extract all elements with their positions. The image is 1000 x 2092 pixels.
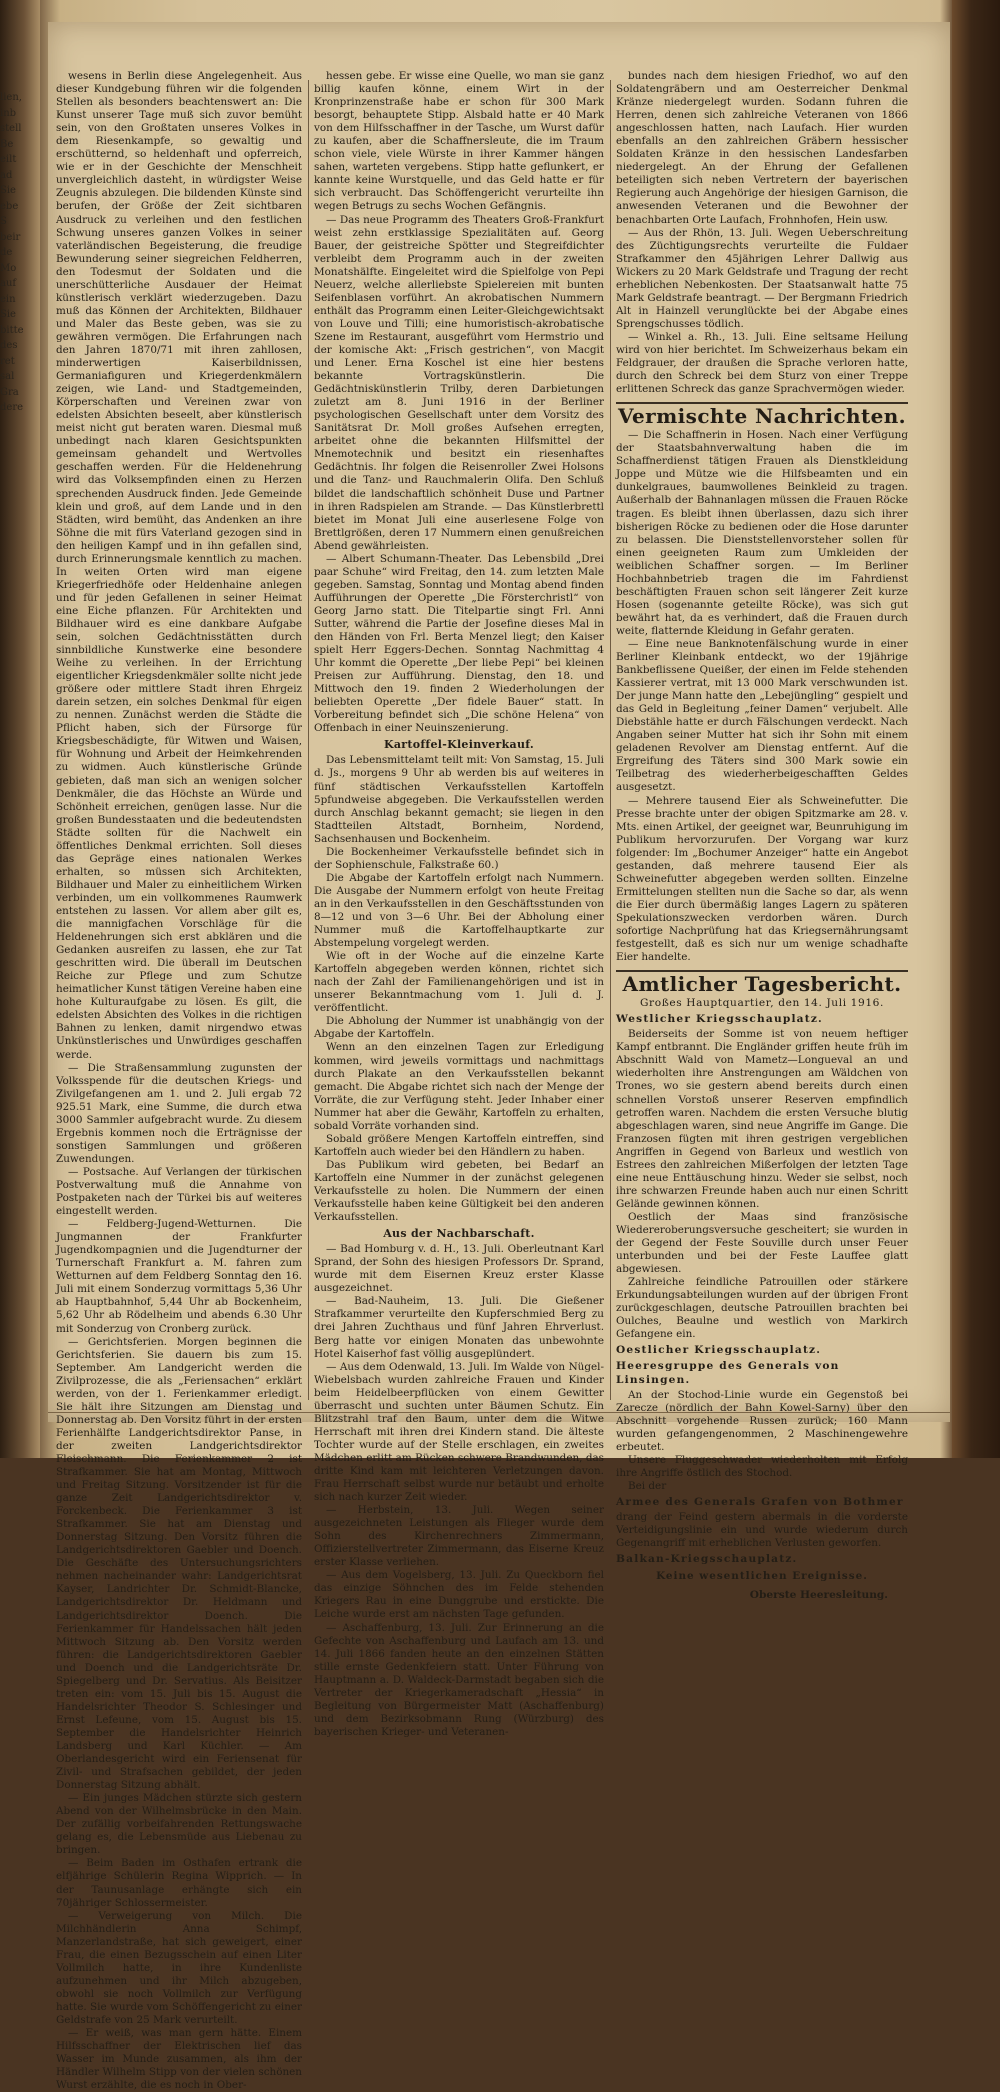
article-paragraph: — Das neue Programm des Theaters Groß-Frankfurt weist zehn erstklassige Spezialitäten auf. Georg Bauer, der geistreiche Spötter und Stegreifdichter verbleibt dem Programm auch in der zweiten Monatshälfte. Eingeleitet wird die Spielfolge von Pepi Neuerz, welche allerliebste Spielereien mit bunten Seifenblasen vorführt. An akrobatischen Nummern enthält das Programm einen Leiter-Gleichgewichtsakt von Louve und Tilli; eine humoristisch-akrobatische Szene im Restaurant, ausgeführt vom Hermstrio und der komische Akt: „Frisch gestrichen“, von Macgit und Lener. Erna Koschel ist eine hier bestens bekannte Vortragskünstlerin. Die Gedächtniskünstlerin Trilby, deren Darbietungen zuletzt am 8. Juni 1916 in der Berliner psychologischen Gesellschaft unter dem Vorsitz des Sanitätsrat Dr. Moll großes Aufsehen erregten, arbeitet ohne die bekannten Hilfsmittel der Mnemotechnik und besitzt ein riesenhaftes Gedächtnis. Ihr folgen die Reisenroller Zwei Holsons und die Tanz- und Rauchmalerin Olifa. Den Schluß bildet die landschaftlich schönheit Duse und Partner in ihren Radspielen am Strande. — Das Künstlerbrettl bietet im Monat Juli eine auserlesene Folge von Brettlgrößen, deren 17 Nummern einen genußreichen Abend gewährleisten. xyxy=(314,213,604,552)
column-rule xyxy=(308,80,309,1400)
fragment-line: Sie xyxy=(0,185,16,196)
article-paragraph: wesens in Berlin diese Angelegenheit. Aus dieser Kundgebung führen wir die folgenden Stellen als besonders beachtenswert an: Die Kunst unserer Tage muß sich zuvor bemüht sein, von den Großtaten unseres Volkes in dem Riesenkampfe, so gewaltig und erschütternd, so heldenhaft und opferreich, wie er in der Geschichte der Menschheit unvergleichlich dasteht, in würdigster Weise Zeugnis abzulegen. Die bildenden Künste sind berufen, der Größe der Zeit sichtbaren Ausdruck zu verleihen und den festlichen Schwung unseres ganzen Volkes in seiner vaterländischen Begeisterung, die freudige Bewunderung seiner siegreichen Feldherren, den Todesmut der Soldaten und die unerschütterliche Ausdauer der Heimat künstlerisch verklärt wiederzugeben. Dazu muß das Können der Architekten, Bildhauer und Maler das Beste geben, was sie zu gewähren vermögen. Die Erfahrungen nach den Jahren 1870/71 mit ihren zahllosen, minderwertigen Kaiserbildnissen, Germaniafiguren und Kriegerdenkmälern zeigen, wie Land- und Stadtgemeinden, Körperschaften und Vereinen zwar von edelsten Absichten beseelt, aber künstlerisch meist nicht gut beraten waren. Diesmal muß unbedingt nach klaren Gesichtspunkten gemeinsam gehandelt und Wertvolles geschaffen werden. Für die Heldenehrung wird das Volksempfinden einen zu Herzen sprechenden Ausdruck finden. Jede Gemeinde klein und groß, auf dem Lande und in den Städten, wird bemüht, das Andenken an ihre Söhne die mit fürs Vaterland gezogen sind in den heiligen Kampf und in ihn gefallen sind, durch Erinnerungsmale kenntlich zu machen. In weiten Orten wird man eigene Kriegerfriedhöfe oder Heldenhaine anlegen und für jeden Gefallenen in seiner Heimat eine Eiche pflanzen. Für Architekten und Bildhauer wird es eine dankbare Aufgabe sein, solchen Gedächtnisstätten durch sinnbildliche Kunstwerke eine besondere Weihe zu verleihen. In der Errichtung eigentlicher Kriegsdenkmäler sollte nicht jede größere oder mittlere Stadt ihren Ehrgeiz darein setzen, ein solches Denkmal für eigen zu nennen. Zunächst werden die Städte die Pflicht haben, sich der Fürsorge für Kriegsbeschädigte, für Witwen und Waisen, für Wohnung und Arbeit der Heimkehrenden zu widmen. Auch künstlerische Gründe gebieten, daß man sich an wenigen solcher Denkmäler, die das Höchste an Würde und Schönheit erreichen, genügen lasse. Nur die großen Bundesstaaten und die bedeutendsten Städte sollten für die Nachwelt ein öffentliches Denkmal errichten. Soll dieses das Gepräge eines nationalen Werkes erhalten, so müssen sich Architekten, Bildhauer und Maler zu einheitlichem Wirken verbinden, um ein vollkommenes Raumwerk entstehen zu lassen. Vor allem aber gilt es, die mannigfachen Vorschläge für die Heldenehrungen sich erst abklären und die Gedanken ausreifen zu lassen, ehe zur Tat geschritten wird. Die überall im Deutschen Reiche zur Pflege und zum Schutze heimatlicher Kunst tätigen Vereine haben eine hohe Kulturaufgabe zu lösen. Es gilt, die edelsten Absichten des Volkes in die richtigen Bahnen zu lenken, damit nirgendwo etwas Unkünstlerisches und Unwürdiges geschaffen werde. xyxy=(56,70,302,1061)
article-paragraph: — Beim Baden im Osthafen ertrank die elfjährige Schülerin Regina Wipprich. — In der Taunusanlage erhängte sich ein 70jähriger Schlossermeister. xyxy=(56,1857,302,1909)
article-paragraph: — Eine neue Banknotenfälschung wurde in einer Berliner Kleinbank entdeckt, wo der 19jährige Bankbeflissene Queißer, der einen im Felde stehenden Kassierer vertrat, mit 13 000 Mark verschwunden ist. Der junge Mann hatte den „Lebejüngling“ gespielt und das Geld in Begleitung „feiner Damen“ verjubelt. Alle Diebstähle hatte er durch Fälschungen verdeckt. Nach Angaben seiner Mutter hat sich ihr Sohn mit einem geladenen Revolver am Dienstag entfernt. Auf die Ergreifung des Täters sind 300 Mark sowie ein Teilbetrag des wiederherbeigeschafften Geldes ausgesetzt. xyxy=(616,637,908,794)
section-heading-tagesbericht: Amtlicher Tagesbericht. xyxy=(616,970,908,991)
article-paragraph: Die Abgabe der Kartoffeln erfolgt nach Nummern. Die Ausgabe der Nummern erfolgt von heute Freitag an in den Verkaufsstellen in den Geschäftsstunden von 8—12 und von 3—6 Uhr. Bei der Abholung einer Nummer muß die Kartoffelhauptkarte zur Abstempelung vorgelegt werden. xyxy=(314,871,604,950)
article-paragraph: bundes nach dem hiesigen Friedhof, wo auf den Soldatengräbern und am Oesterreicher Denkmal Kränze niedergelegt wurden. Sodann fuhren die Herren, denen sich zahlreiche Veteranen von 1866 angeschlossen hatten, nach Laufach. Hier wurden ebenfalls an den zahlreichen Gräbern hessischer Soldaten Kränze in den hessischen Landesfarben niedergelegt. An der Ehrung der Gefallenen beteiligten sich neben Vertretern der bayerischen Regierung auch Angehörige der hiesigen Garnison, die anwesenden Veteranen und die Bewohner der benachbarten Orte Laufach, Frohnhofen, Hein usw. xyxy=(616,70,908,226)
section-heading-nachbarschaft: Aus der Nachbarschaft. xyxy=(383,1227,535,1241)
article-paragraph: Oestlich der Maas sind französische Wiedereroberungsversuche gescheitert; sie wurden in der Gegend der Feste Souville durch unser Feuer unterbunden und bei der Feste Lauffee glatt abgewiesen. xyxy=(616,1210,908,1276)
bothmer-report: drang der Feind gestern abermals in die vorderste Verteidigungslinie ein und wurde wiederum durch Gegenangriff mit erheblichen Verlusten geworfen. xyxy=(616,1510,908,1550)
fragment-line: sal xyxy=(0,371,15,382)
nachbarschaft-articles xyxy=(314,1243,604,1739)
fragment-line: Sie xyxy=(0,309,16,320)
article-paragraph: — Aus dem Vogelsberg, 13. Juli. Zu Queckborn fiel das einzige Söhnchen des im Felde stehenden Kriegers Rau in eine Dunggrube und erstickte. Die Leiche wurde erst am nächsten Tage gefunden. xyxy=(314,1569,604,1621)
dateline: Großes Hauptquartier, den 14. Juli 1916. xyxy=(639,997,884,1010)
article-paragraph: — Verweigerung von Milch. Die Milchhändlerin Anna Schimpf, Manzerlandstraße, hat sich geweigert, einer Frau, die einen Bezugsschein auf einen Liter Vollmilch hatte, in ihre Kundenliste aufzunehmen und ihr Milch abzugeben, obwohl sie noch Vollmilch zur Verfügung hatte. Sie wurde vom Schöffengericht zu einer Geldstrafe von 25 Mark verurteilt. xyxy=(56,1909,302,2026)
fragment-line: ad xyxy=(0,169,13,181)
article-paragraph: Unsere Fluggeschwader wiederholten mit Erfolg ihre Angriffe östlich des Stochod. xyxy=(616,1453,908,1479)
column-rule xyxy=(610,80,611,1400)
article-paragraph: Zahlreiche feindliche Patrouillen oder stärkere Erkundungsabteilungen wurden auf der übrigen Front zurückgeschlagen, deutsche Patrouillen brachten bei Oulches, Beaulne und westlich von Markirch Gefangene ein. xyxy=(616,1276,908,1341)
subheading-bothmer: Armee des Generals Grafen von Bothmer xyxy=(616,1495,904,1508)
article-paragraph: Wie oft in der Woche auf die einzelne Karte Kartoffeln abgegeben werden können, richtet sich nach der Zahl der Familienangehörigen und ist in unserer Bekanntmachung vom 1. Juli d. J. veröffentlicht. xyxy=(314,950,604,1015)
article-paragraph: — Albert Schumann-Theater. Das Lebensbild „Drei paar Schuhe“ wird Freitag, den 14. zum letzten Male gegeben. Samstag, Sonntag und Montag abend finden Aufführungen der Operette „Die Försterchristl“ von Georg Jarno statt. Die Titelpartie singt Frl. Anni Sutter, während die Partie der Josefine dieses Mal in den Händen von Frl. Berta Menzel liegt; den Kaiser spielt Herr Eggers-Dechen. Sonntag Nachmittag 4 Uhr kommt die Operette „Der liebe Pepi“ bei kleinen Preisen zur Aufführung. Dienstag, den 18. und Mittwoch den 19. finden 2 Wiederholungen der beliebten Operette „Der fidele Bauer“ statt. In Vorbereitung befindet sich „Die schöne Helena“ von Offenbach in einer Neuinszenierung. xyxy=(314,552,604,735)
subheading-west: Westlicher Kriegsschauplatz. xyxy=(616,1013,823,1026)
fragment-line: inb xyxy=(0,107,17,119)
fragment-line: dere xyxy=(0,402,24,413)
fragment-line: ret xyxy=(0,355,15,367)
fragment-line: bitte xyxy=(0,324,24,336)
article-paragraph: hessen gebe. Er wisse eine Quelle, wo man sie ganz billig kaufen könne, einem Wirt in der Kronprinzenstraße habe er schon für 300 Mark besorgt, behauptete Stipp. Alsbald hatte er 40 Mark von dem Hilfsschaffner in der Tasche, um Wurst dafür zu kaufen, aber die Schaffnersleute, die im Traum schon viele, viele Würste in ihrer Kammer hängen sahen, warteten vergebens. Stipp hatte geflunkert, er kannte keine Wurstquelle, und das Geld hatte er für sich verbraucht. Das Schöffengericht verurteilte ihn wegen Betrugs zu sechs Wochen Gefängnis. xyxy=(314,70,604,213)
subheading-balkan: Balkan-Kriegsschauplatz. xyxy=(616,1553,798,1566)
fragment-line: S xyxy=(0,216,7,227)
book-cover-edge xyxy=(952,0,1000,1458)
column-3-articles xyxy=(616,70,908,396)
subheading-linsingen: Heeresgruppe des Generals von Linsingen. xyxy=(616,1360,840,1386)
column-1 xyxy=(56,70,302,2092)
fragment-line: des xyxy=(0,340,18,351)
column-2-articles xyxy=(314,70,604,735)
article-paragraph: — Die Straßensammlung zugunsten der Volksspende für die deutschen Kriegs- und Zivilgefangenen am 1. und 2. Juli ergab 72 925.51 Mark, eine Summe, die durch etwa 3000 Sammler aufgebracht wurde. Zu diesem Ergebnis kommen noch die Erträgnisse der sonstigen Sammlungen und größeren Zuwendungen. xyxy=(56,1061,302,1165)
fragment-line: Be xyxy=(0,138,14,150)
section-heading-kartoffel: Kartoffel-Kleinverkauf. xyxy=(383,738,535,752)
article-paragraph: — Aus der Rhön, 13. Juli. Wegen Ueberschreitung des Züchtigungsrechts verurteilte die Fuldaer Strafkammer den 45jährigen Lehrer Dallwig aus Wickers zu 20 Mark Geldstrafe und Tragung der recht erheblichen Nebenkosten. Der Staatsanwalt hatte 75 Mark Geldstrafe beantragt. — Der Bergmann Friedrich Alt in Hainzell verunglückte bei der Abgabe eines Sprengschusses tödlich. xyxy=(616,226,908,330)
article-paragraph: Das Lebensmittelamt teilt mit: Von Samstag, 15. Juli d. Js., morgens 9 Uhr ab werden bis auf weiteres in fünf städtischen Verkaufsstellen Kartoffeln 5pfundweise abgegeben. Die Verkaufsstellen werden durch Anschlag bekannt gemacht; sie liegen in den Stadtteilen Altstadt, Bornheim, Nordend, Sachsenhausen und Bockenheim. xyxy=(314,754,604,845)
article-paragraph: — Feldberg-Jugend-Wetturnen. Die Jungmannen der Frankfurter Jugendkompagnien und die Jugendturner der Turnerschaft Frankfurt a. M. fahren zum Wetturnen auf dem Feldberg Sonntag den 16. Juli mit einem Sonderzug vormittags 5,36 Uhr ab Hauptbahnhof, 5,44 Uhr ab Bockenheim, 5,62 Uhr ab Rödelheim und abends 6.30 Uhr mit Sonderzug von Cronberg zurück. xyxy=(56,1218,302,1335)
article-paragraph: — Die Schaffnerin in Hosen. Nach einer Verfügung der Staatsbahnverwaltung haben die im Schaffnerdienst tätigen Frauen als Dienstkleidung Joppe und Mütze wie die Hilfsbeamten und ein dunkelgraues, baumwollenes Beinkleid zu tragen. Außerhalb der Bahnanlagen müssen die Frauen Röcke tragen. Es bleibt ihnen überlassen, dazu sich ihrer bisherigen Röcke zu bedienen oder die Hose darunter zu belassen. Die Dienststellenvorsteher sollen für einen geeigneten Raum zum Umkleiden der weiblichen Schaffner sorgen. — Im Berliner Hochbahnbetrieb tragen die im Fahrdienst beschäftigten Frauen schon seit längerer Zeit kurze Hosen (sogenannte geteilte Röcke), was sich gut bewährt hat, da es verhindert, daß die Frauen durch weite, flatternde Kleidung in Gefahr geraten. xyxy=(616,429,908,637)
vermischte-articles xyxy=(616,429,908,964)
ost-report xyxy=(616,1389,908,1480)
fragment-line: eilt xyxy=(0,154,17,165)
article-paragraph: Die Bockenheimer Verkaufsstelle befindet sich in der Sophienschule, Falkstraße 60.) xyxy=(314,845,604,871)
signature: Oberste Heeresleitung. xyxy=(749,1589,888,1602)
article-paragraph: Beiderseits der Somme ist von neuem heftiger Kampf entbrannt. Die Engländer griffen heute früh im Abschnitt Wald von Mametz—Longueval an und wiederholten ihre Anstrengungen am Wäldchen von Trones, wo sie gestern abend bereits durch einen schnellen Vorstoß unserer Reserven empfindlich getroffen waren. Nachdem die ersten Versuche blutig abgeschlagen waren, sind neue Angriffe im Gange. Die Franzosen fügten mit ihren gestrigen vergeblichen Angriffen in Gegend von Barleux und westlich von Estrees den zahlreichen Mißerfolgen der letzten Tage eine neue Enttäuschung hinzu. Weder sie selbst, noch ihre schwarzen Freunde haben auch nur einen Schritt Gelände gewinnen können. xyxy=(616,1028,908,1210)
article-paragraph: Das Publikum wird gebeten, bei Bedarf an Kartoffeln eine Nummer in der zunächst gelegenen Verkaufsstelle zu holen. Die Nummern der einen Verkaufsstelle haben keine Gültigkeit bei den anderen Verkaufsstellen. xyxy=(314,1158,604,1224)
article-paragraph: — Aschaffenburg, 13. Juli. Zur Erinnerung an die Gefechte von Aschaffenburg und Laufach am 13. und 14. Juli 1866 fanden heute an den einzelnen Stätten stille ernste Gedenkfeiern statt. Unter Führung von Hauptmann a. D. Waldeck-Darmstadt begaben sich die Vertreter der Kriegerkameradschaft „Hessia“ in Begleitung von Bürgermeister Matt (Aschaffenburg) und dem Bezirksobmann Rung (Würzburg) des bayerischen Krieger- und Veteranen- xyxy=(314,1621,604,1738)
article-paragraph: — Ein junges Mädchen stürzte sich gestern Abend von der Wilhelmsbrücke in den Main. Der zufällig vorbeifahrenden Rettungswache gelang es, die Lebensmüde aus Liebenau zu bringen. xyxy=(56,1792,302,1857)
article-paragraph: — Postsache. Auf Verlangen der türkischen Postverwaltung muß die Annahme von Postpaketen nach der Türkei bis auf weiteres eingestellt werden. xyxy=(56,1165,302,1218)
fragment-line: stell xyxy=(0,123,22,134)
article-paragraph: Die Abholung der Nummer ist unabhängig von der Abgabe der Kartoffeln. xyxy=(314,1015,604,1041)
balkan-report: Keine wesentlichen Ereignisse. xyxy=(656,1570,868,1583)
fragment-line: ein xyxy=(0,293,16,305)
article-paragraph: — Gerichtsferien. Morgen beginnen die Gerichtsferien. Sie dauern bis zum 15. September. Am Landgericht werden die Zivilprozesse, die als „Feriensachen“ erklärt werden, von der 1. Ferienkammer erledigt. Sie hält ihre Sitzungen am Dienstag und Donnerstag ab. Den Vorsitz führt in der ersten Ferienhälfte Landgerichtsdirektor Panse, in der zweiten Landgerichtsdirektor Fleischmann. Die Ferienkammer 2 ist Strafkammer. Sie hat am Montag, Mittwoch und Freitag Sitzung. Vorsitzender ist für die ganze Zeit Landgerichtsdirektor v. Forckenbeck. Die Ferienkammer 3 ist Strafkammer. Sie hat am Dienstag und Donnerstag Sitzung. Den Vorsitz führen die Landgerichtsdirektoren Gaebler und Doench. Die Geschäfte des Untersuchungsrichters nehmen nacheinander wahr: Landgerichtsrat Kayser, Landrichter Dr. Schmidt-Blancke, Landgerichtsdirektor Dr. Heldmann und Landgerichtsdirektor Doench. Die Ferienkammer für Handelssachen hält jeden Mittwoch Sitzung ab. Den Vorsitz werden führen: die Landgerichtsdirektoren Gaebler und Doench und die Landgerichtsräte Dr. Spiegelberg und Dr. Servatius. Als Beisitzer treten ein: vom 15. Juli bis 15. August die Handelsrichter Theodor S. Schlesinger und Ernst Lefeune, vom 15. August bis 15. September die Handelsrichter Heinrich Landsberg und Karl Küchler. — Am Oberlandesgericht wird ein Feriensenat für Zivil- und Strafsachen gebildet, der jeden Donnerstag Sitzung abhält. xyxy=(56,1335,302,1792)
section-heading-vermischte: Vermischte Nachrichten. xyxy=(617,404,907,429)
fragment-line: auf xyxy=(0,278,17,289)
article-paragraph: — Herbstein, 13. Juli. Wegen seiner ausgezeichneten Leistungen als Flieger wurde dem Sohn des Kirchenrechners Zimmermann, Offizierstellvertreter Zimmermann, das Eiserne Kreuz erster Klasse verliehen. xyxy=(314,1504,604,1569)
article-paragraph: — Winkel a. Rh., 13. Juli. Eine seltsame Heilung wird von hier berichtet. Im Schweizerhaus bekam ein Feldgrauer, der draußen die Sprache verloren hatte, durch den Schreck bei dem Sturz von einer Treppe erlittenen Schreck das ganze Sprachvermögen wieder. xyxy=(616,330,908,396)
subheading-ost: Oestlicher Kriegsschauplatz. xyxy=(616,1344,822,1357)
fragment-line: ebe xyxy=(0,200,19,212)
article-paragraph: — Mehrere tausend Eier als Schweinefutter. Die Presse brachte unter der obigen Spitzmarke am 28. v. Mts. einen Artikel, der geeignet war, Beunruhigung im Publikum hervorzurufen. Der Vorgang war kurz folgender: Im „Bochumer Anzeiger“ hatte ein Angebot gestanden, daß mehrere tausend Eier als Schweinefutter abgegeben werden sollten. Einzelne Ermittelungen stellten nun die Sache so dar, als wenn die Eier durch übermäßig langes Lagern zu späteren Spekulationszwecken verdorben wären. Durch sofortige Nachprüfung hat das Kriegsernährungsamt festgestellt, daß es sich nur um wenige schadhafte Eier handelte. xyxy=(616,794,908,964)
article-paragraph: — Bad-Nauheim, 13. Juli. Die Gießener Strafkammer verurteilte den Kupferschmied Berg zu drei Jahren Zuchthaus und fünf Jahren Ehrverlust. Berg hatte vor einigen Monaten das unbewohnte Hotel Kaiserhof fast völlig ausgeplündert. xyxy=(314,1295,604,1360)
article-paragraph: — Er weiß, was man gern hätte. Einem Hilfsschaffner der Elektrischen lief das Wasser im Munde zusammen, als ihm der Händler Wilhelm Stipp von der vielen schönen Wurst erzählte, die es noch in Ober- xyxy=(56,2027,302,2092)
fragment-line: Mo xyxy=(0,262,17,274)
article-paragraph: An der Stochod-Linie wurde ein Gegenstoß bei Zarecze (nördlich der Bahn Kowel-Sarny) über den Abschnitt vorgehende Russen zurück; 160 Mann wurden gefangengenommen, 2 Maschinengewehre erbeutet. xyxy=(616,1388,908,1453)
article-paragraph: — Bad Homburg v. d. H., 13. Juli. Oberleutnant Karl Sprand, der Sohn des hiesigen Professors Dr. Sprand, wurde mit dem Eisernen Kreuz erster Klasse ausgezeichnet. xyxy=(314,1243,604,1295)
previous-page-fragment xyxy=(0,90,22,1190)
article-paragraph: Wenn an den einzelnen Tagen zur Erledigung kommen, wird jeweils vormittags und nachmittags durch Plakate an den Verkaufsstellen bekannt gemacht. Die Abgabe richtet sich nach der Menge der Vorräte, die zur Verfügung steht. Jeder Inhaber einer Nummer hat aber die Gewähr, Kartoffeln zu erhalten, sobald Vorräte vorhanden sind. xyxy=(314,1041,604,1132)
fragment-line: de xyxy=(0,247,13,258)
article-paragraph: — Aus dem Odenwald, 13. Juli. Im Walde von Nügel-Wiebelsbach wurden zahlreiche Frauen und Kinder beim Heidelbeerpflücken von einem Gewitter überrascht und suchten unter Bäumen Schutz. Ein Blitzstrahl traf den Baum, unter dem die Witwe Herrschaft mit ihren drei Kindern stand. Die älteste Tochter wurde auf der Stelle erschlagen, ein zweites Mädchen erlitt am Rücken schwere Brandwunden, das dritte Kind kam mit leichteren Verletzungen davon. Frau Herrschaft selbst wurde nur betäubt und erholte sich nach kurzer Zeit wieder. xyxy=(314,1360,604,1504)
fragment-line: beir xyxy=(0,231,21,243)
column-3 xyxy=(616,70,908,1602)
bei-der-line: Bei der xyxy=(628,1479,667,1492)
column-2 xyxy=(314,70,604,1738)
west-report xyxy=(616,1028,908,1341)
fragment-line: Gra xyxy=(0,386,19,398)
page-bottom-rule xyxy=(48,1412,950,1423)
article-paragraph: Sobald größere Mengen Kartoffeln eintreffen, sind Kartoffeln auch wieder bei den Händlern zu haben. xyxy=(314,1132,604,1158)
kartoffel-articles xyxy=(314,754,604,1224)
fragment-line: lien, xyxy=(0,92,22,103)
